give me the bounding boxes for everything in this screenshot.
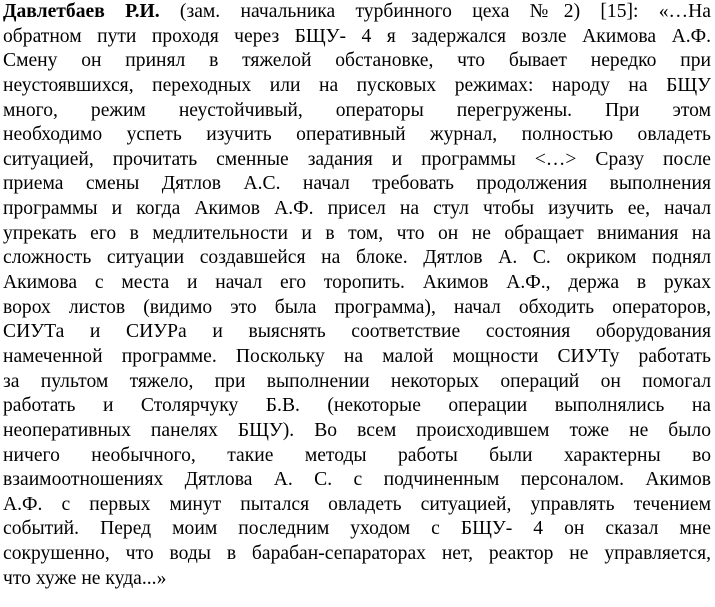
text-line-8: приема смены Дятлов А.С. начал требовать продолжения выполнения bbox=[3, 173, 711, 195]
text-line-5: много, режим неустойчивый, операторы перегружены. При этом bbox=[3, 99, 711, 121]
text-line-12: Акимова с места и начал его торопить. Акимов А.Ф., держа в руках bbox=[3, 272, 711, 294]
text-line-23: сокрушенно, что воды в барабан-сепараторах нет, реактор не управляется, bbox=[3, 543, 711, 565]
text-line-13: ворох листов (видимо это была программа), начал обходить операторов, bbox=[3, 296, 711, 318]
text-line-19: ничего необычного, такие методы работы были характерны во bbox=[3, 444, 711, 466]
text-line-18: неоперативных панелях БЩУ). Во всем происходившем тоже не было bbox=[3, 419, 711, 441]
text-line-21: А.Ф. с первых минут пытался овладеть ситуацией, управлять течением bbox=[3, 493, 711, 515]
text-line-2: обратном пути проходя через БЩУ- 4 я задержался возле Акимова А.Ф. bbox=[3, 25, 711, 47]
text-line-17: работать и Столярчуку Б.В. (некоторые операции выполнялись на bbox=[3, 395, 711, 417]
text-line-6: необходимо успеть изучить оперативный журнал, полностью овладеть bbox=[3, 124, 711, 146]
text-line-14: СИУТа и СИУРа и выяснять соответствие состояния оборудования bbox=[3, 321, 711, 343]
author-name: Давлетбаев Р.И. bbox=[3, 1, 160, 22]
text-line-4: неустоявшихся, переходных или на пусковых режимах: народу на БЩУ bbox=[3, 74, 711, 96]
text-line-1 bbox=[3, 0, 711, 25]
text-line-3: Смену он принял в тяжелой обстановке, что бывает нередко при bbox=[3, 50, 711, 72]
text-line-16: за пультом тяжело, при выполнении некоторых операций он помогал bbox=[3, 370, 711, 392]
text-line-7: ситуацией, прочитать сменные задания и программы <…> Сразу после bbox=[3, 148, 711, 170]
text-line-1-rest: (зам. начальника турбинного цеха №2) [15]: «…На bbox=[159, 1, 711, 22]
text-line-20: взаимоотношениях Дятлова А. С. с подчиненным персоналом. Акимов bbox=[3, 469, 711, 491]
text-line-11: сложность ситуации создавшейся на блоке. Дятлов А. С. окриком поднял bbox=[3, 247, 711, 269]
text-line-22: событий. Перед моим последним уходом с БЩУ- 4 он сказал мне bbox=[3, 518, 711, 540]
text-line-9: программы и когда Акимов А.Ф. присел на стул чтобы изучить ее, начал bbox=[3, 198, 711, 220]
text-line-15: намеченной программе. Поскольку на малой мощности СИУТу работать bbox=[3, 345, 711, 367]
text-line-10: упрекать его в медлительности и в том, что он не обращает внимания на bbox=[3, 222, 711, 244]
text-line-24: что хуже не куда...» bbox=[3, 567, 167, 589]
